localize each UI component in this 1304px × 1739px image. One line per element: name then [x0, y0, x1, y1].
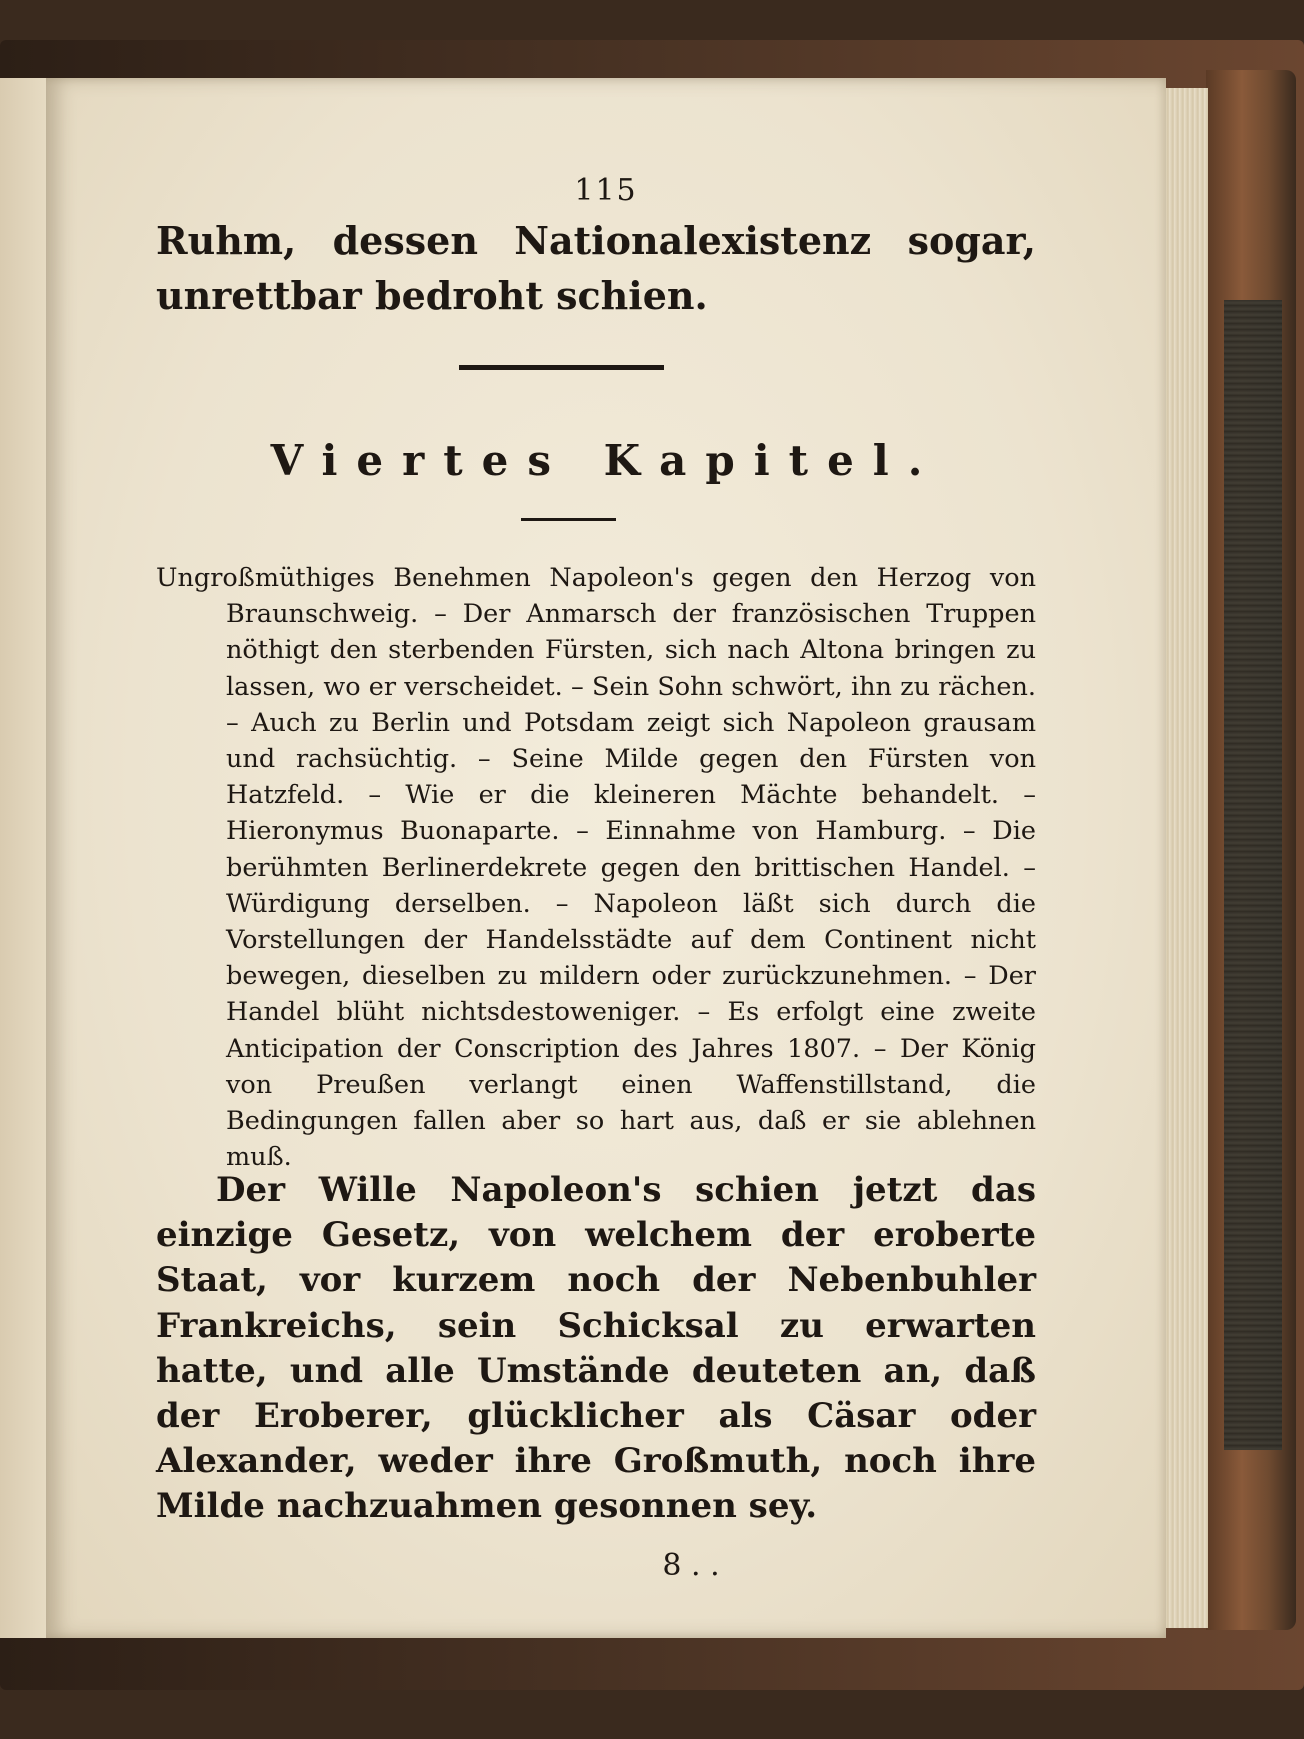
continued-text: Ruhm, dessen Nationalexistenz sogar, unrettbar bedroht schien.: [156, 218, 1036, 318]
page-stack-edges: [1160, 88, 1208, 1628]
page-number: 115: [574, 173, 638, 208]
chapter-summary: [156, 560, 1036, 1175]
title-underline: [521, 518, 616, 521]
book-page: [46, 78, 1166, 1638]
chapter-summary-text: Ungroßmüthiges Benehmen Napoleon's gegen den Herzog von Braunschweig. – Der Anmarsch der französischen Truppen nöthigt den sterbenden Fürsten, sich nach Altona bringen zu lassen, wo er verscheidet. – Sein Sohn schwört, ihn zu rächen. – Auch zu Berlin und Potsdam zeigt sich Napoleon grausam und rachsüchtig. – Seine Milde gegen den Fürsten von Hatzfeld. – Wie er die kleineren Mächte behandelt. – Hieronymus Buonaparte. – Einnahme von Hamburg. – Die berühmten Berlinerdekrete gegen den brittischen Handel. – Würdigung derselben. – Napoleon läßt sich durch die Vorstellungen der Handelsstädte auf dem Continent nicht bewegen, dieselben zu mildern oder zurückzunehmen. – Der Handel blüht nichtsdestoweniger. – Es erfolgt eine zweite Anticipation der Conscription des Jahres 1807. – Der König von Preußen verlangt einen Waffenstillstand, die Bedingungen fallen aber so hart aus, daß er sie ablehnen muß.: [156, 563, 1036, 1173]
section-divider: [459, 365, 664, 370]
signature-mark: 8 . .: [662, 1548, 720, 1583]
facing-page-edge: [0, 78, 50, 1638]
chapter-title: Viertes Kapitel.: [270, 436, 942, 485]
body-paragraph: Der Wille Napoleon's schien jetzt das einzige Gesetz, von welchem der eroberte Staat, vor kurzem noch der Nebenbuhler Frankreichs, sein Schicksal zu erwarten hatte, und alle Umstände deuteten an, daß der Eroberer, glücklicher als Cäsar oder Alexander, weder ihre Großmuth, noch ihre Milde nachzuahmen gesonnen sey.: [156, 1170, 1036, 1527]
spine-cloth: [1224, 300, 1282, 1450]
